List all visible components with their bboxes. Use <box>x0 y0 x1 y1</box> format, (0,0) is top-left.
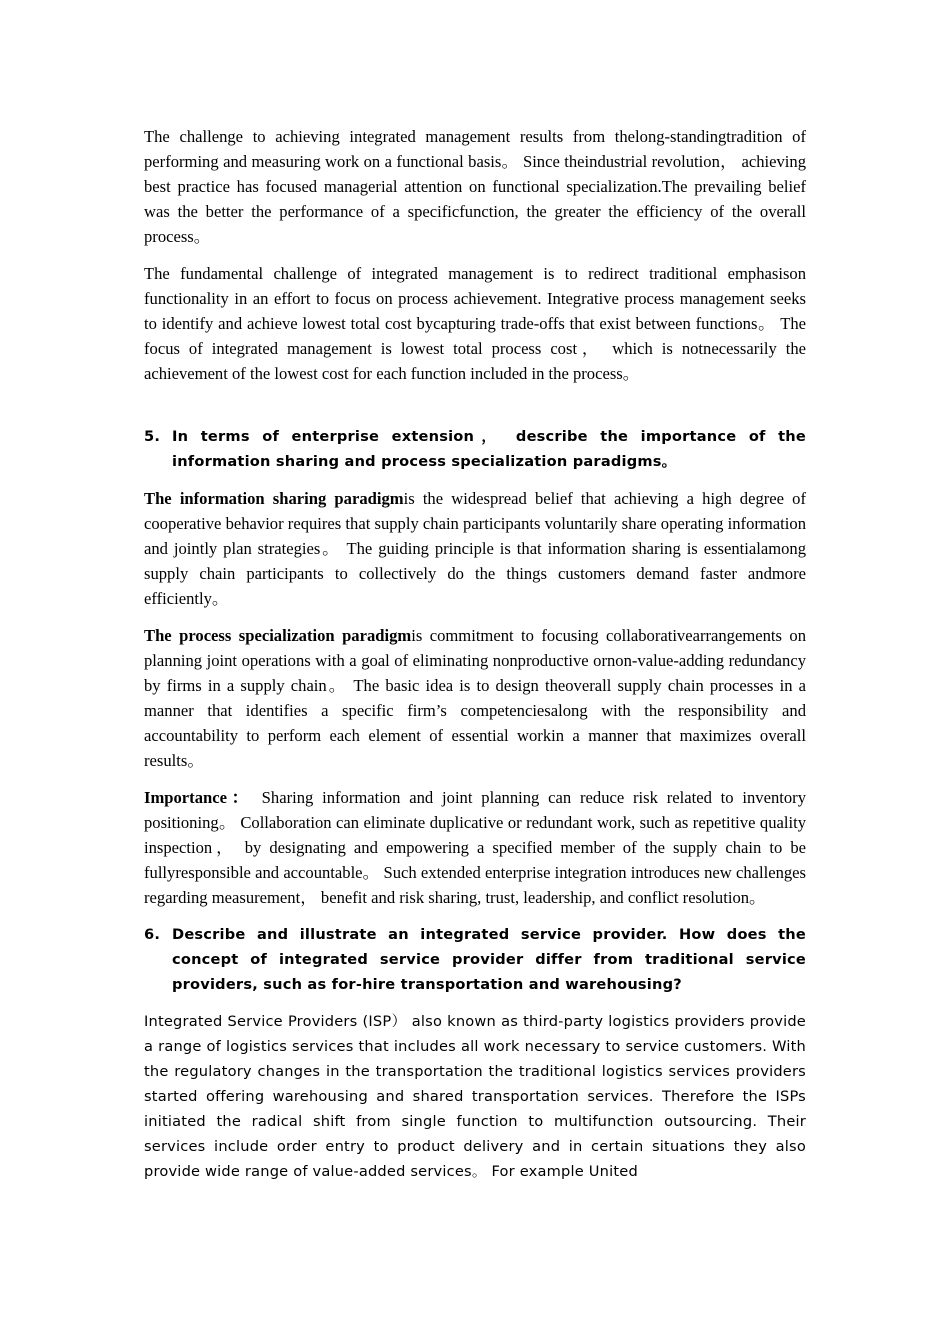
question-6-text: Describe and illustrate an integrated service provider. How does the concept of integrated service provider differ from traditional service providers, such as for-hire transportation and warehousing? <box>172 926 806 993</box>
paragraph-information-sharing <box>144 486 806 611</box>
information-sharing-body: is the widespread belief that achieving a high degree of cooperative behavior requires that supply chain participants voluntarily share operating information and jointly plan strategies。 The guiding principle is that information sharing is essentialamong supply chain participants to collectively do the things customers demand faster andmore efficiently。 <box>144 489 807 608</box>
question-6-number: 6. <box>144 926 161 943</box>
importance-term: Importance： <box>144 788 253 807</box>
question-6-heading <box>144 922 806 997</box>
section-gap <box>144 398 806 424</box>
importance-body: Sharing information and joint planning can reduce risk related to inventory positioning。 Collaboration can eliminate duplicative or redundant work, such as repetitive quality inspection， by designating and empowering a specified member of the supply chain to be fullyresponsible and accountable。 Such extended enterprise integration introduces new challenges regarding measurement， benefit and risk sharing, trust, leadership, and conflict resolution。 <box>144 788 806 907</box>
paragraph-fundamental-challenge: The fundamental challenge of integrated management is to redirect traditional emphasison functionality in an effort to focus on process achievement. Integrative process management seeks to identify and achieve lowest total cost bycapturing trade-offs that exist between functions。 The focus of integrated management is lowest total process cost， which is notnecessarily the achievement of the lowest cost for each function included in the process。 <box>144 264 806 383</box>
question-5-number: 5. <box>144 428 161 445</box>
process-specialization-term: The process specialization paradigm <box>144 626 412 645</box>
question-5-text: In terms of enterprise extension， describe the importance of the information sharing and process specialization paradigms。 <box>172 428 806 470</box>
document-page <box>144 124 806 1196</box>
paragraph-integrated-service-providers: Integrated Service Providers (ISP） also known as third-party logistics providers provide a range of logistics services that includes all work necessary to service customers. With the regulatory changes in the transportation the traditional logistics services providers started offering warehousing and shared transportation services. Therefore the ISPs initiated the radical shift from single function to multifunction outsourcing. Their services include order entry to product delivery and in certain situations they also provide wide range of value-added services。 For example United <box>144 1013 806 1180</box>
paragraph-importance <box>144 785 806 910</box>
paragraph-integrated-challenge: The challenge to achieving integrated management results from thelong-standingtradition of performing and measuring work on a functional basis。 Since theindustrial revolution， achieving best practice has focused managerial attention on functional specialization.The prevailing belief was the better the performance of a specificfunction, the greater the efficiency of the overall process。 <box>144 127 806 246</box>
process-specialization-body: is commitment to focusing collaborativearrangements on planning joint operations with a goal of eliminating nonproductive ornon-value-adding redundancy by firms in a supply chain。 The basic idea is to design theoverall supply chain processes in a manner that identifies a specific firm’s competenciesalong with the responsibility and accountability to perform each element of essential workin a manner that maximizes overall results。 <box>144 626 807 770</box>
paragraph-process-specialization <box>144 623 806 773</box>
information-sharing-term: The information sharing paradigm <box>144 489 404 508</box>
question-5-heading <box>144 424 806 474</box>
